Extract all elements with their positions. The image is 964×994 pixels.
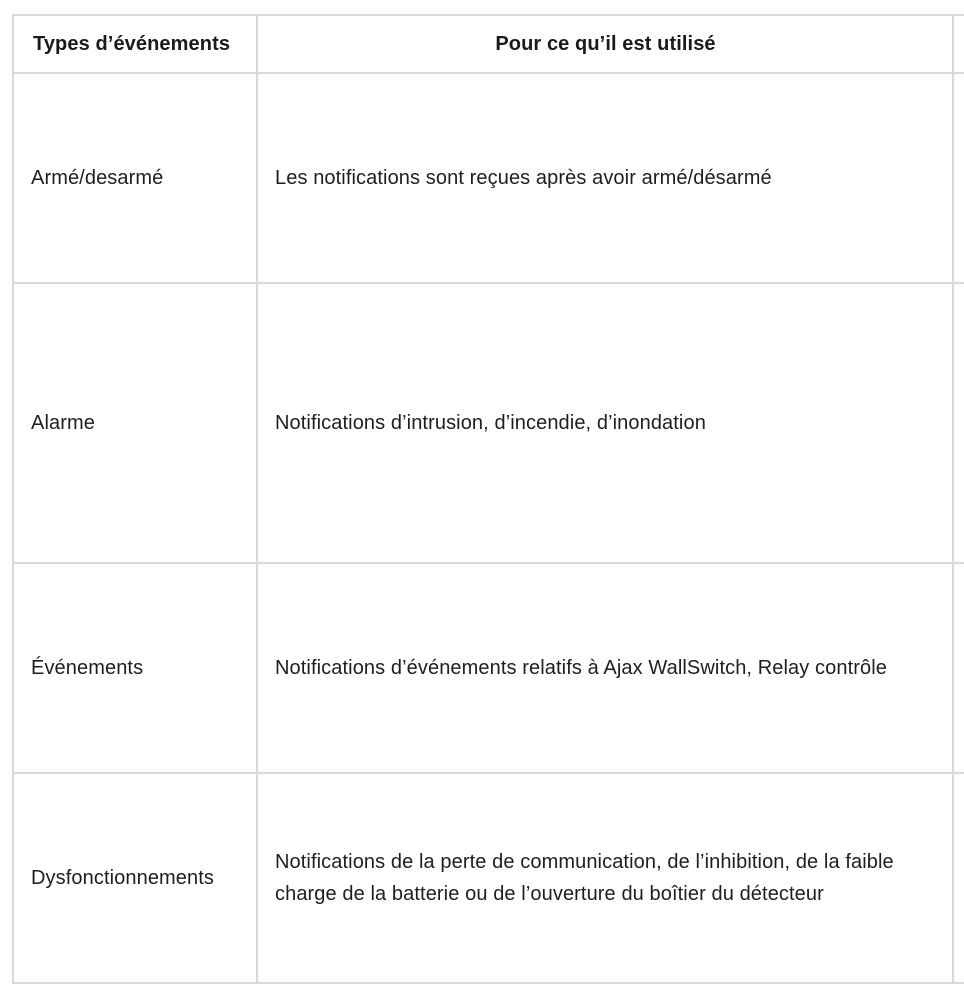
usage-cell — [257, 283, 953, 563]
usage-cell — [257, 773, 953, 983]
cut-off-cell — [953, 563, 964, 773]
event-type-label: Alarme — [31, 412, 95, 434]
usage-text: Notifications d’intrusion, d’incendie, d’inondation — [275, 412, 706, 434]
event-type-label: Événements — [31, 657, 144, 679]
header-usage: Pour ce qu’il est utilisé — [257, 15, 953, 73]
usage-cell — [257, 73, 953, 283]
header-event-types: Types d’événements — [13, 15, 257, 73]
event-type-cell — [13, 773, 257, 983]
cut-off-cell — [953, 283, 964, 563]
usage-cell — [257, 563, 953, 773]
event-types-table — [12, 14, 964, 984]
usage-text: Notifications de la perte de communication, de l’inhibition, de la faible charge de la batterie ou de l’ouverture du boîtier du détecteur — [275, 851, 894, 905]
event-types-table-container — [12, 14, 964, 984]
header-cut-off-column — [953, 15, 964, 73]
table-row — [13, 563, 964, 773]
cut-off-cell — [953, 73, 964, 283]
event-type-label: Dysfonctionnements — [31, 867, 215, 889]
table-row — [13, 283, 964, 563]
usage-text: Notifications d’événements relatifs à Ajax WallSwitch, Relay contrôle — [275, 657, 887, 679]
event-type-cell — [13, 283, 257, 563]
table-header-row — [13, 15, 964, 73]
event-type-label: Armé/desarmé — [31, 167, 164, 189]
table-row — [13, 773, 964, 983]
table-row — [13, 73, 964, 283]
event-type-cell — [13, 563, 257, 773]
usage-text: Les notifications sont reçues après avoir armé/désarmé — [275, 167, 772, 189]
event-type-cell — [13, 73, 257, 283]
cut-off-cell — [953, 773, 964, 983]
